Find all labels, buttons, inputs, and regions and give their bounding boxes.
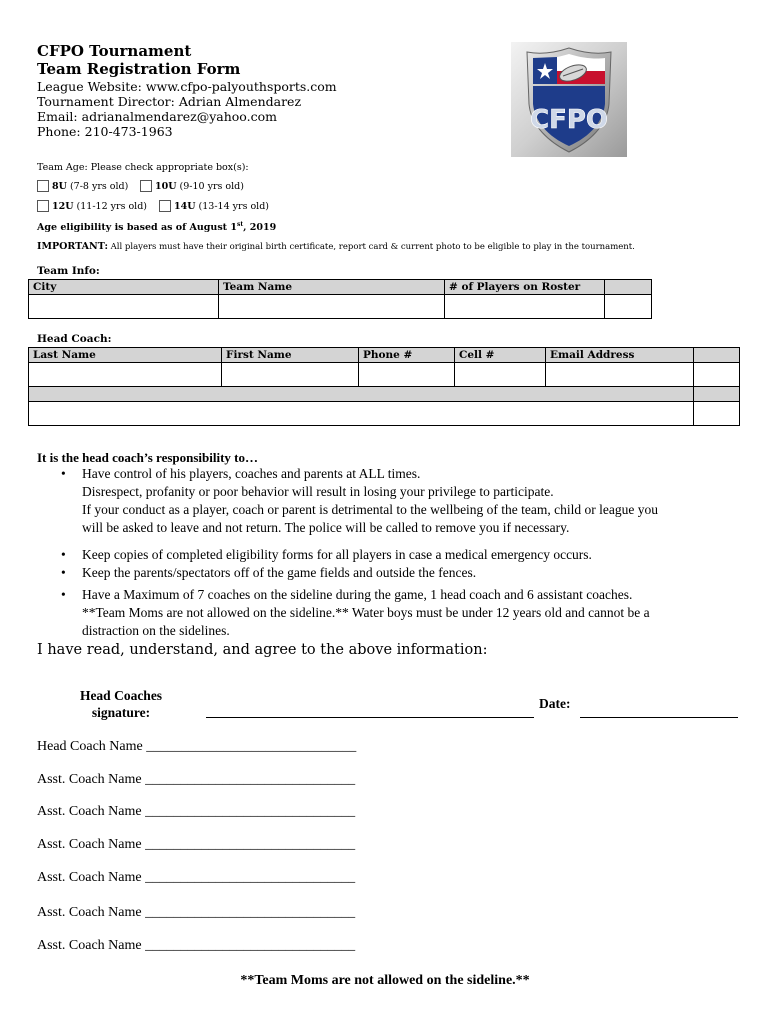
head-coach-label: Head Coach: (37, 333, 112, 345)
col-email-address: Email Address (546, 348, 694, 363)
last-name-field[interactable] (29, 363, 222, 387)
age-12u-range: (11-12 yrs old) (76, 200, 148, 212)
col-phone: Phone # (359, 348, 455, 363)
shaded-cell-extra (694, 387, 740, 402)
cell-field[interactable] (455, 363, 546, 387)
age-14u-range: (13-14 yrs old) (198, 200, 270, 212)
bullet-3-line-1: Keep the parents/spectators off of the game fields and outside the fences. (82, 565, 477, 580)
col-last-name: Last Name (29, 348, 222, 363)
bullet-2-line-1: Keep copies of completed eligibility forms for all players in case a medical emergency occurs. (82, 547, 592, 562)
age-8u-label: 8U (52, 180, 67, 192)
coach-extra-field-2[interactable] (694, 402, 740, 426)
contact-info (37, 79, 337, 139)
asst-coach-name-line-3[interactable]: Asst. Coach Name ______________________________ (37, 837, 356, 852)
col-cell: Cell # (455, 348, 546, 363)
team-info-label: Team Info: (37, 265, 100, 277)
age-option-10u[interactable] (140, 180, 244, 192)
team-age-question: Team Age: Please check appropriate box(s): (37, 162, 249, 173)
city-field[interactable] (29, 295, 219, 319)
eligibility-sup: st (237, 221, 244, 228)
col-roster-count (605, 280, 652, 295)
responsibility-list-1 (37, 465, 658, 537)
title-line-2: Team Registration Form (37, 60, 241, 78)
important-note (37, 241, 635, 252)
head-coach-shaded-row (29, 387, 740, 402)
age-12u-label: 12U (52, 200, 74, 212)
shaded-cell-main (29, 387, 694, 402)
age-option-14u[interactable] (159, 200, 269, 212)
bullet-1-line-1: Have control of his players, coaches and parents at ALL times. (82, 466, 421, 481)
extra-field[interactable] (694, 363, 740, 387)
responsibility-heading: It is the head coach’s responsibility to… (37, 450, 259, 465)
eligibility-text: Age eligibility is based as of August 1 (37, 222, 237, 234)
date-label: Date: (539, 696, 571, 711)
tournament-director: Tournament Director: Adrian Almendarez (37, 94, 302, 109)
bullet-icon: • (61, 587, 66, 602)
responsibility-list-2 (37, 546, 592, 582)
age-option-12u[interactable] (37, 200, 147, 212)
contact-phone: Phone: 210-473-1963 (37, 124, 173, 139)
age-eligibility-note (37, 221, 276, 233)
head-coach-table (28, 347, 740, 426)
list-item (37, 586, 650, 640)
list-item (37, 564, 592, 582)
league-website: League Website: www.cfpo-palyouthsports.com (37, 79, 337, 94)
checkbox-10u[interactable] (140, 180, 152, 192)
signature-label-line-1: Head Coaches (79, 688, 163, 703)
responsibility-list-3 (37, 586, 650, 640)
age-option-8u[interactable] (37, 180, 128, 192)
bullet-1-line-2: Disrespect, profanity or poor behavior will result in losing your privilege to participate. (82, 484, 554, 499)
bullet-icon: • (61, 466, 66, 481)
roster-count-field[interactable] (605, 295, 652, 319)
age-10u-label: 10U (155, 180, 177, 192)
team-info-table (28, 279, 652, 319)
list-item (37, 465, 658, 537)
contact-email: Email: adrianalmendarez@yahoo.com (37, 109, 277, 124)
bullet-4-line-3: distraction on the sidelines. (82, 623, 230, 638)
col-players-on-roster: # of Players on Roster (445, 280, 605, 295)
head-coach-header-row (29, 348, 740, 363)
signature-label-line-2: signature: (91, 705, 151, 720)
list-item (37, 546, 592, 564)
asst-coach-name-line-2[interactable]: Asst. Coach Name ______________________________ (37, 804, 356, 819)
signature-line[interactable] (206, 717, 534, 718)
logo-text: CFPO (530, 105, 608, 135)
bullet-4-line-2: **Team Moms are not allowed on the sideline.** Water boys must be under 12 years old and cannot be a (82, 605, 650, 620)
form-title (37, 42, 240, 78)
bullet-1-line-3: If your conduct as a player, coach or parent is detrimental to the wellbeing of the team, child or league you (82, 502, 658, 517)
asst-coach-name-line-1[interactable]: Asst. Coach Name ______________________________ (37, 772, 356, 787)
signature-label (62, 687, 180, 721)
first-name-field[interactable] (222, 363, 359, 387)
head-coach-entry-row (29, 363, 740, 387)
col-extra (694, 348, 740, 363)
col-city: City (29, 280, 219, 295)
players-field[interactable] (445, 295, 605, 319)
age-8u-range: (7-8 yrs old) (69, 180, 129, 192)
asst-coach-name-line-6[interactable]: Asst. Coach Name ______________________________ (37, 938, 356, 953)
team-info-entry-row (29, 295, 652, 319)
asst-coach-name-line-4[interactable]: Asst. Coach Name ______________________________ (37, 870, 356, 885)
coach-notes-field[interactable] (29, 402, 694, 426)
head-coach-name-line[interactable]: Head Coach Name ______________________________ (37, 739, 357, 754)
team-info-header-row (29, 280, 652, 295)
bullet-4-line-1: Have a Maximum of 7 coaches on the sideline during the game, 1 head coach and 6 assistant coaches. (82, 587, 633, 602)
eligibility-year: , 2019 (243, 222, 277, 234)
title-line-1: CFPO Tournament (37, 42, 192, 60)
col-team-name: Team Name (219, 280, 445, 295)
footer-note: **Team Moms are not allowed on the sideline.** (240, 973, 530, 988)
important-label: IMPORTANT: (37, 241, 108, 252)
important-text: All players must have their original birth certificate, report card & current photo to be eligible to play in the tournament. (107, 242, 635, 252)
asst-coach-name-line-5[interactable]: Asst. Coach Name ______________________________ (37, 905, 356, 920)
email-field[interactable] (546, 363, 694, 387)
col-first-name: First Name (222, 348, 359, 363)
age-14u-label: 14U (174, 200, 196, 212)
age-10u-range: (9-10 yrs old) (179, 180, 244, 192)
checkbox-14u[interactable] (159, 200, 171, 212)
bullet-1-line-4: will be asked to leave and not return. The police will be called to remove you if necessary. (82, 520, 570, 535)
head-coach-entry-row-2 (29, 402, 740, 426)
cfpo-logo (511, 42, 627, 157)
agreement-statement: I have read, understand, and agree to the above information: (37, 642, 488, 658)
date-line[interactable] (580, 717, 738, 718)
checkbox-12u[interactable] (37, 200, 49, 212)
bullet-icon: • (61, 547, 66, 562)
checkbox-8u[interactable] (37, 180, 49, 192)
bullet-icon: • (61, 565, 66, 580)
team-name-field[interactable] (219, 295, 445, 319)
phone-field[interactable] (359, 363, 455, 387)
